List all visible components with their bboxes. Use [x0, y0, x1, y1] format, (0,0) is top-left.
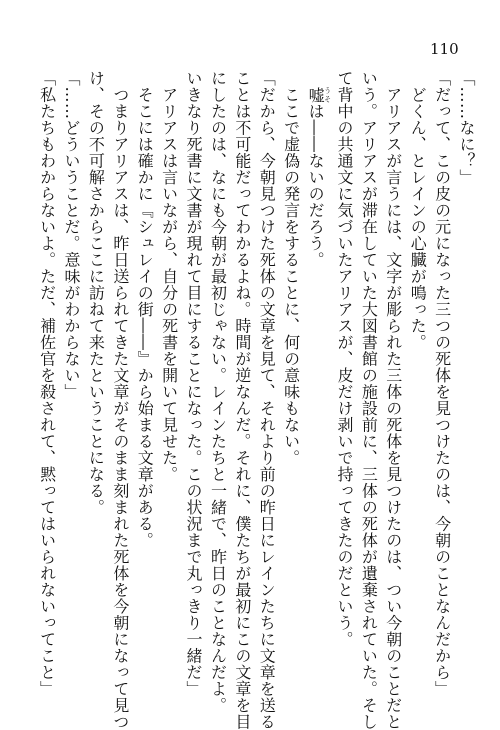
text-run: け、その不可解さからここに訪ねて来たということになる。: [86, 70, 106, 516]
text-run: いう。アリアスが滞在していた大図書館の施設前に、三体の死体が遺棄されていた。そし: [359, 70, 379, 730]
text-run: 「だって、この皮の元になった三つの死体を見つけたのは、今朝のことなんだから」: [432, 70, 452, 697]
ruby-word: [306, 86, 332, 104]
text-run: つまりアリアスは、昨日送られてきた文章がそのまま刻まれた死体を今朝になって見つ: [110, 70, 130, 730]
text-run: アリアスが言うには、文字が彫られた三体の死体を見つけたのは、つい今朝のことだと: [383, 70, 403, 730]
text-line: [278, 70, 302, 670]
text-line: [332, 70, 356, 670]
text-line: [405, 70, 429, 670]
text-run: いきなり死書に文書が現れて目にすることになった。この状況まで丸っきり一緒だ」: [184, 70, 204, 697]
text-line: [229, 70, 253, 730]
text-line: [454, 70, 478, 670]
text-line: [205, 70, 229, 714]
ruby-base: 嘘: [306, 86, 326, 103]
text-line: [429, 70, 453, 697]
text-run: 「私たちもわからないよ。ただ、補佐官を殺されて、黙ってはいられないってこと」: [37, 70, 57, 697]
text-line: [107, 70, 131, 730]
text-line: [59, 70, 83, 670]
ruby-reading: うそ: [323, 86, 332, 103]
text-line: [83, 70, 107, 670]
text-run: にしたのは、なにも今朝が最初じゃない。レインたちと一緒で、昨日のことなんだよ。: [208, 70, 228, 714]
text-line: [380, 70, 404, 730]
text-line: [356, 70, 380, 730]
text-line: [254, 70, 278, 730]
text-line: [132, 70, 156, 670]
text-line: [156, 70, 180, 670]
text-run: は――ないのだろう。: [306, 103, 326, 268]
text-run: そこには確かに『シュレイの街――』から始まる文章がある。: [135, 70, 155, 549]
text-run: 「だから、今朝見つけた死体の文章を見て、それより前の昨日にレインたちに文章を送る: [257, 70, 277, 730]
text-run: [306, 70, 325, 87]
vertical-text-body: [8, 70, 478, 730]
page-number: 110: [430, 40, 459, 58]
text-run: ことは不可能だってわかるよね。時間が逆なんだ。それに、僕たちが最初にこの文章を目: [232, 70, 252, 730]
text-run: ここで虚偽の発言をすることに、何の意味もない。: [281, 70, 301, 466]
text-run: アリアスは言いながら、自分の死書を開いて見せた。: [159, 70, 179, 483]
text-line: [303, 70, 332, 670]
text-run: て背中の共通文に気づいたアリアスが、皮だけ剥いで持ってきたのだという。: [334, 70, 354, 648]
text-run: どくん、とレインの心臓が鳴った。: [408, 70, 428, 351]
text-line: [181, 70, 205, 697]
text-run: 「……どういうことだ。意味がわからない」: [62, 70, 81, 400]
text-run: 「……なに？」: [457, 70, 476, 186]
text-line: [34, 70, 58, 697]
